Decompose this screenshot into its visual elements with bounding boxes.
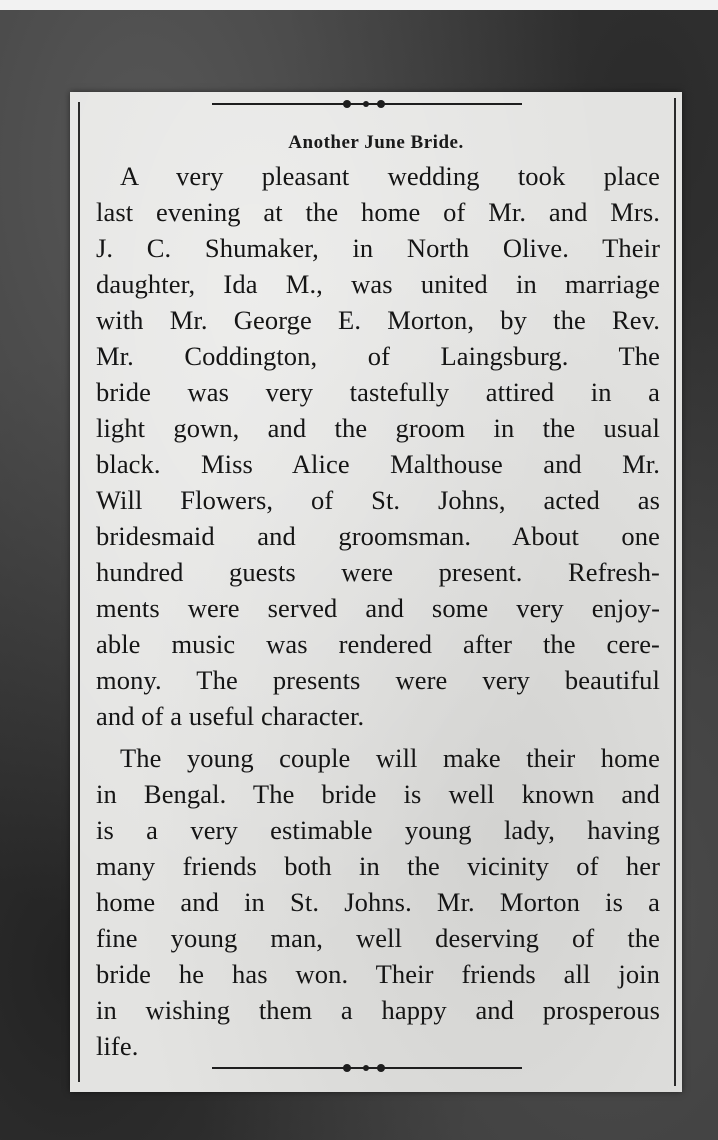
text-line: bride he has won. Their friends all join bbox=[96, 959, 660, 989]
text-line: many friends both in the vicinity of her bbox=[96, 851, 660, 881]
text-line: light gown, and the groom in the usual bbox=[96, 413, 660, 443]
text-line: fine young man, well deserving of the bbox=[96, 923, 660, 953]
text-line: last evening at the home of Mr. and Mrs. bbox=[96, 197, 660, 227]
text-line: in Bengal. The bride is well known and bbox=[96, 779, 660, 809]
text-line: able music was rendered after the cere- bbox=[96, 629, 660, 659]
text-line: Will Flowers, of St. Johns, acted as bbox=[96, 485, 660, 515]
text-line: bridesmaid and groomsman. About one bbox=[96, 521, 660, 551]
column-rule-right bbox=[674, 98, 676, 1086]
scan-edge bbox=[0, 0, 718, 10]
article-paragraph-2 bbox=[96, 740, 660, 1064]
article-headline: Another June Bride. bbox=[288, 132, 464, 153]
text-line: hundred guests were present. Refresh- bbox=[96, 557, 660, 587]
text-line: and of a useful character. bbox=[96, 701, 365, 731]
newspaper-clipping bbox=[70, 92, 682, 1092]
text-line: daughter, Ida M., was united in marriage bbox=[96, 269, 660, 299]
text-line: is a very estimable young lady, having bbox=[96, 815, 660, 845]
column-rule-left bbox=[78, 102, 80, 1082]
text-line: mony. The presents were very beautiful bbox=[96, 665, 660, 695]
text-line: life. bbox=[96, 1031, 139, 1061]
ornament-rule-top bbox=[212, 100, 522, 108]
text-line: in wishing them a happy and prosperous bbox=[96, 995, 660, 1025]
article-paragraph-1 bbox=[96, 158, 660, 734]
text-line: home and in St. Johns. Mr. Morton is a bbox=[96, 887, 660, 917]
text-line: with Mr. George E. Morton, by the Rev. bbox=[96, 305, 660, 335]
text-line: bride was very tastefully attired in a bbox=[96, 377, 660, 407]
text-line: black. Miss Alice Malthouse and Mr. bbox=[96, 449, 660, 479]
text-line: The young couple will make their home bbox=[120, 743, 660, 773]
text-line: Mr. Coddington, of Laingsburg. The bbox=[96, 341, 660, 371]
text-line: ments were served and some very enjoy- bbox=[96, 593, 660, 623]
ornament-rule-bottom bbox=[212, 1064, 522, 1072]
text-line: A very pleasant wedding took place bbox=[120, 161, 660, 191]
text-line: J. C. Shumaker, in North Olive. Their bbox=[96, 233, 660, 263]
